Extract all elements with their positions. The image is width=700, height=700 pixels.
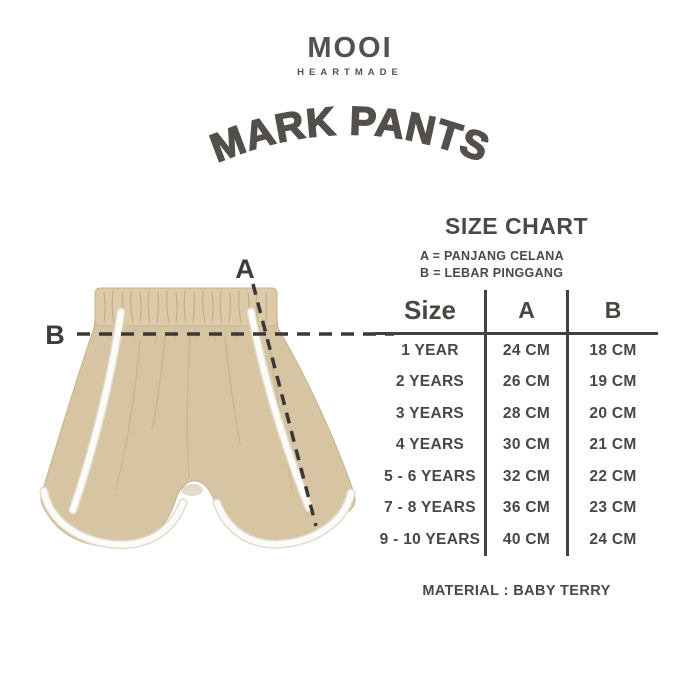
size-chart-legend <box>420 248 564 282</box>
table-row <box>375 398 658 430</box>
table-row <box>375 493 658 525</box>
measure-label-b: B <box>45 320 65 350</box>
cell-size: 5 - 6 YEARS <box>384 467 476 485</box>
cell-size: 7 - 8 YEARS <box>384 499 476 517</box>
legend-line-a: A = PANJANG CELANA <box>420 249 564 263</box>
table-divider-2 <box>566 290 569 556</box>
size-table-header <box>375 288 658 335</box>
size-table <box>375 288 658 556</box>
table-row <box>375 367 658 399</box>
cell-a: 24 CM <box>502 341 551 359</box>
column-header-a: A <box>518 296 535 323</box>
table-row <box>375 335 658 367</box>
brand-header <box>0 32 700 78</box>
table-row <box>375 430 658 462</box>
measure-label-a: A <box>235 254 255 284</box>
product-title-arc <box>0 96 700 170</box>
cell-b: 24 CM <box>589 530 637 548</box>
brand-logo: MOOI <box>307 32 393 64</box>
cell-a: 40 CM <box>502 530 551 548</box>
table-row <box>375 461 658 493</box>
cell-a: 32 CM <box>502 467 551 485</box>
cell-size: 3 YEARS <box>395 404 465 422</box>
cell-size: 4 YEARS <box>395 436 465 454</box>
cell-a: 26 CM <box>502 373 551 391</box>
cell-a: 30 CM <box>502 436 551 454</box>
cell-size: 2 YEARS <box>395 373 465 391</box>
cell-a: 28 CM <box>502 404 551 422</box>
column-header-b: B <box>604 296 622 323</box>
table-row <box>375 524 658 556</box>
size-chart-heading: SIZE CHART <box>445 213 588 239</box>
crotch-shadow <box>181 484 203 496</box>
cell-a: 36 CM <box>502 499 551 517</box>
shorts-diagram <box>20 240 400 600</box>
cell-b: 18 CM <box>589 341 637 359</box>
cell-b: 19 CM <box>589 373 637 391</box>
cell-b: 23 CM <box>589 499 637 517</box>
cell-size: 9 - 10 YEARS <box>379 530 481 548</box>
column-header-size: Size <box>403 294 457 325</box>
cell-b: 21 CM <box>589 436 637 454</box>
cell-b: 20 CM <box>589 404 637 422</box>
size-table-body <box>375 335 658 556</box>
table-divider-1 <box>484 290 487 556</box>
brand-tagline: HEARTMADE <box>297 67 403 78</box>
cell-b: 22 CM <box>589 467 637 485</box>
material-note: MATERIAL : BABY TERRY <box>422 583 611 599</box>
product-title: MARK PANTS <box>204 99 496 170</box>
cell-size: 1 YEAR <box>401 341 459 359</box>
legend-line-b: B = LEBAR PINGGANG <box>420 266 564 280</box>
